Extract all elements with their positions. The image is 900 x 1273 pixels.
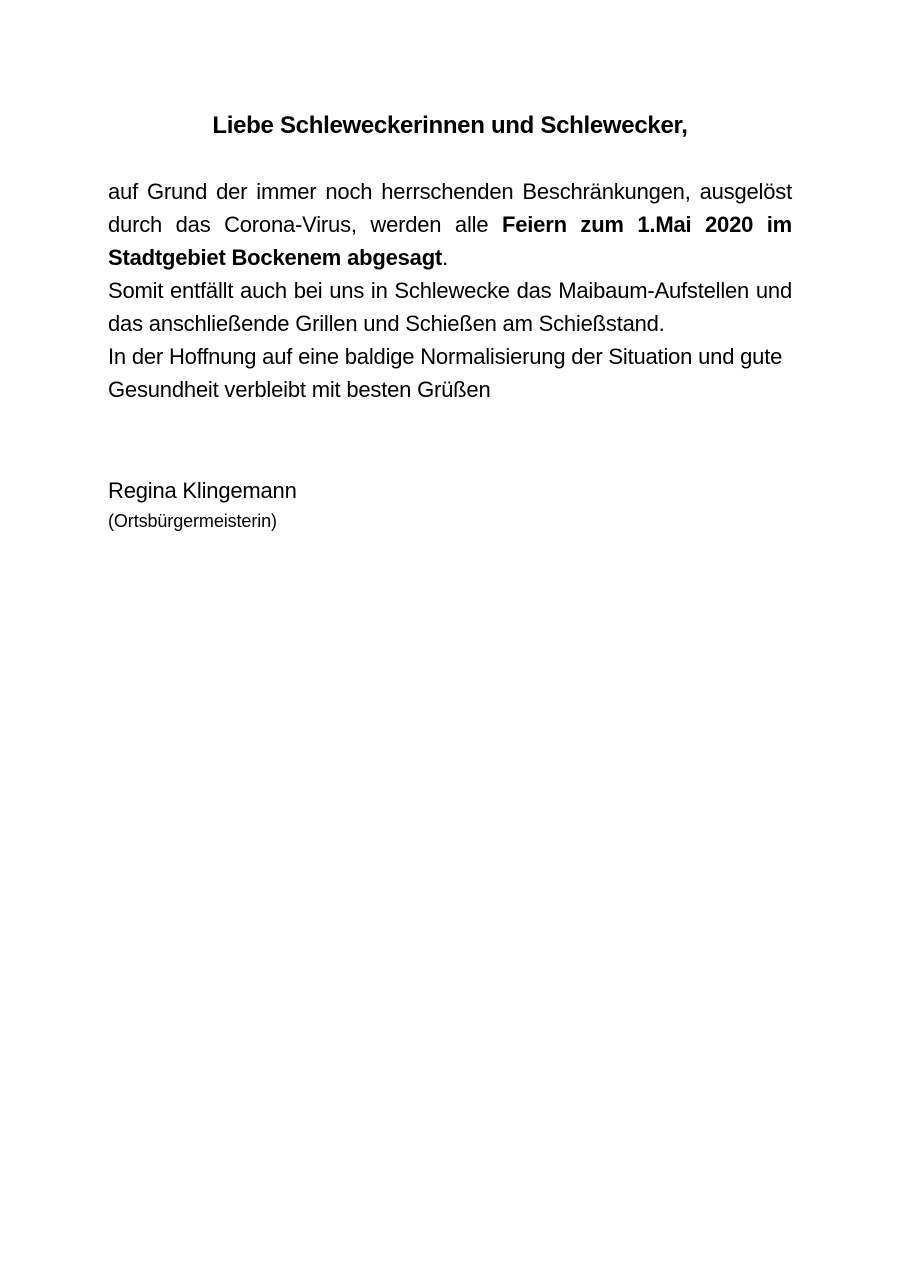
signature-name: Regina Klingemann <box>108 478 297 503</box>
letter-body <box>108 175 792 406</box>
paragraph-cancellation-text: auf Grund der immer noch herrschenden Beschränkungen, ausgelöst durch das Corona-Virus, werden alle <box>108 179 792 237</box>
paragraph-maibaum: Somit entfällt auch bei uns in Schlewecke das Maibaum-Aufstellen und das anschließende Grillen und Schießen am Schießstand. <box>108 278 792 336</box>
signature-role: (Ortsbürgermeisterin) <box>108 511 277 531</box>
paragraph-cancellation-end: . <box>442 245 448 270</box>
cancellation-emphasis: Feiern zum 1.Mai 2020 im Stadtgebiet Bockenem abgesagt <box>108 212 793 270</box>
paragraph-closing: In der Hoffnung auf eine baldige Normalisierung der Situation und gute Gesundheit verbleibt mit besten Grüßen <box>108 344 783 402</box>
letter-greeting: Liebe Schleweckerinnen und Schlewecker, <box>212 112 688 139</box>
paragraph-cancellation <box>108 175 792 274</box>
